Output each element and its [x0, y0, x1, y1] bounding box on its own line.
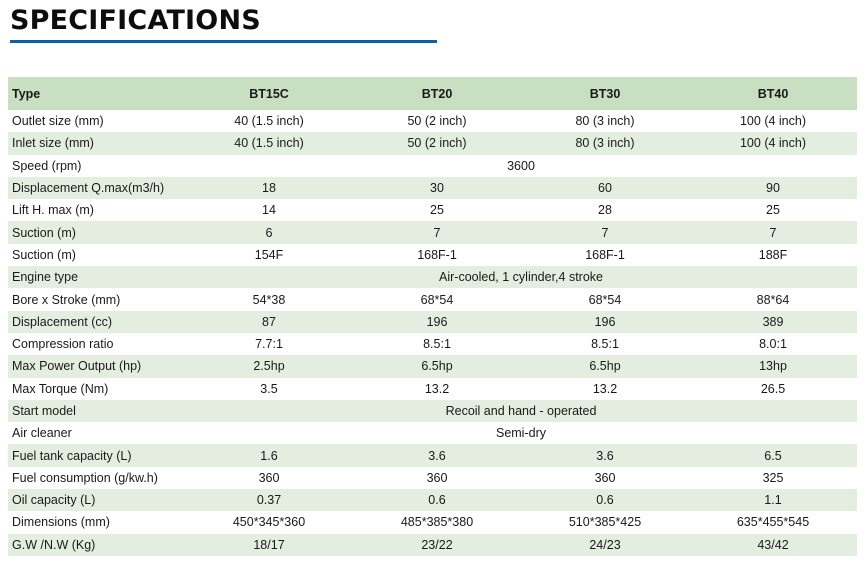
value-cell: 7 — [601, 225, 609, 240]
row-label: G.W /N.W (Kg) — [12, 537, 96, 552]
value-cell: 2.5hp — [253, 359, 285, 374]
column-header-type: Type — [12, 86, 41, 101]
value-cell: 68*54 — [420, 292, 454, 307]
value-cell: 6.5hp — [421, 359, 453, 374]
value-cell: 68*54 — [588, 292, 622, 307]
table-row — [8, 511, 857, 533]
value-cell: 25 — [430, 203, 444, 218]
value-cell: 30 — [430, 181, 444, 196]
value-cell: 18/17 — [253, 537, 285, 552]
value-cell: 1.6 — [260, 448, 278, 463]
value-cell: 50 (2 inch) — [407, 136, 467, 151]
value-cell: 87 — [262, 314, 276, 329]
merged-value-cell: Recoil and hand - operated — [445, 404, 597, 418]
value-cell: 14 — [262, 203, 276, 218]
row-label: Fuel consumption (g/kw.h) — [12, 470, 158, 485]
table-row — [8, 489, 857, 511]
value-cell: 196 — [426, 314, 448, 329]
row-label: Engine type — [12, 270, 79, 285]
table-row — [8, 333, 857, 355]
table-row — [8, 467, 857, 489]
table-row — [8, 422, 857, 444]
table-row — [8, 444, 857, 466]
value-cell: 154F — [254, 247, 284, 262]
table-row — [8, 266, 857, 288]
value-cell: 360 — [258, 470, 280, 485]
row-label: Compression ratio — [12, 337, 114, 352]
value-cell: 54*38 — [252, 292, 286, 307]
value-cell: 0.6 — [428, 493, 446, 508]
value-cell: 0.6 — [596, 493, 614, 508]
row-label: Max Torque (Nm) — [12, 381, 109, 396]
column-header-model: BT40 — [757, 86, 789, 101]
value-cell: 7 — [769, 225, 777, 240]
table-row — [8, 244, 857, 266]
table-row — [8, 288, 857, 310]
merged-value-cell: Air-cooled, 1 cylinder,4 stroke — [439, 270, 603, 285]
table-row — [8, 132, 857, 154]
table-row — [8, 221, 857, 243]
page-title: SPECIFICATIONS — [10, 5, 261, 36]
specifications-table — [8, 77, 857, 556]
value-cell: 8.5:1 — [591, 337, 619, 352]
value-cell: 450*345*360 — [232, 515, 306, 530]
value-cell: 60 — [598, 181, 612, 196]
row-label: Bore x Stroke (mm) — [12, 292, 121, 307]
row-label: Air cleaner — [12, 426, 72, 441]
value-cell: 28 — [598, 203, 612, 218]
table-header-row — [8, 77, 857, 110]
value-cell: 360 — [594, 470, 616, 485]
value-cell: 510*385*425 — [568, 515, 642, 530]
value-cell: 80 (3 inch) — [575, 114, 635, 129]
value-cell: 188F — [758, 247, 788, 262]
row-label: Oil capacity (L) — [12, 493, 96, 508]
value-cell: 635*455*545 — [736, 515, 810, 530]
value-cell: 13hp — [759, 359, 787, 374]
value-cell: 6.5 — [764, 448, 782, 463]
value-cell: 18 — [262, 181, 276, 196]
value-cell: 8.5:1 — [423, 337, 451, 352]
value-cell: 3.5 — [260, 381, 278, 396]
row-label: Lift H. max (m) — [12, 203, 94, 218]
value-cell: 196 — [594, 314, 616, 329]
table-row — [8, 199, 857, 221]
row-label: Dimensions (mm) — [12, 515, 110, 530]
value-cell: 40 (1.5 inch) — [234, 136, 304, 151]
value-cell: 1.1 — [764, 493, 782, 508]
column-header-model: BT20 — [421, 86, 453, 101]
column-header-model: BT30 — [589, 86, 621, 101]
row-label: Displacement Q.max(m3/h) — [12, 181, 165, 196]
row-label: Speed (rpm) — [12, 158, 82, 173]
row-label: Suction (m) — [12, 225, 76, 240]
value-cell: 43/42 — [757, 537, 789, 552]
value-cell: 24/23 — [589, 537, 621, 552]
value-cell: 50 (2 inch) — [407, 114, 467, 129]
value-cell: 389 — [762, 314, 784, 329]
table-row — [8, 400, 857, 422]
table-row — [8, 177, 857, 199]
table-row — [8, 110, 857, 132]
table-row — [8, 311, 857, 333]
row-label: Inlet size (mm) — [12, 136, 94, 151]
value-cell: 6.5hp — [589, 359, 621, 374]
value-cell: 168F-1 — [417, 247, 457, 262]
table-row — [8, 155, 857, 177]
value-cell: 485*385*380 — [400, 515, 474, 530]
value-cell: 360 — [426, 470, 448, 485]
value-cell: 25 — [766, 203, 780, 218]
row-label: Max Power Output (hp) — [12, 359, 142, 374]
value-cell: 3.6 — [596, 448, 614, 463]
row-label: Suction (m) — [12, 247, 76, 262]
row-label: Displacement (cc) — [12, 314, 113, 329]
value-cell: 13.2 — [424, 381, 450, 396]
value-cell: 3.6 — [428, 448, 446, 463]
value-cell: 26.5 — [760, 381, 786, 396]
value-cell: 90 — [766, 181, 780, 196]
value-cell: 40 (1.5 inch) — [234, 114, 304, 129]
value-cell: 100 (4 inch) — [739, 136, 806, 151]
merged-value-cell: Semi-dry — [495, 426, 546, 441]
value-cell: 0.37 — [256, 493, 282, 508]
value-cell: 80 (3 inch) — [575, 136, 635, 151]
row-label: Start model — [12, 404, 76, 418]
merged-value-cell: 3600 — [507, 158, 535, 173]
value-cell: 168F-1 — [585, 247, 625, 262]
value-cell: 7.7:1 — [255, 337, 283, 352]
table-body — [8, 110, 857, 556]
title-underline — [10, 40, 437, 43]
value-cell: 325 — [762, 470, 784, 485]
table-row — [8, 355, 857, 377]
value-cell: 6 — [265, 225, 273, 240]
table-row — [8, 378, 857, 400]
value-cell: 7 — [433, 225, 441, 240]
value-cell: 8.0:1 — [759, 337, 787, 352]
column-header-model: BT15C — [249, 86, 289, 101]
value-cell: 23/22 — [421, 537, 453, 552]
value-cell: 88*64 — [756, 292, 790, 307]
row-label: Outlet size (mm) — [12, 114, 104, 129]
row-label: Fuel tank capacity (L) — [12, 448, 132, 463]
table-row — [8, 534, 857, 556]
value-cell: 13.2 — [592, 381, 618, 396]
value-cell: 100 (4 inch) — [739, 114, 806, 129]
